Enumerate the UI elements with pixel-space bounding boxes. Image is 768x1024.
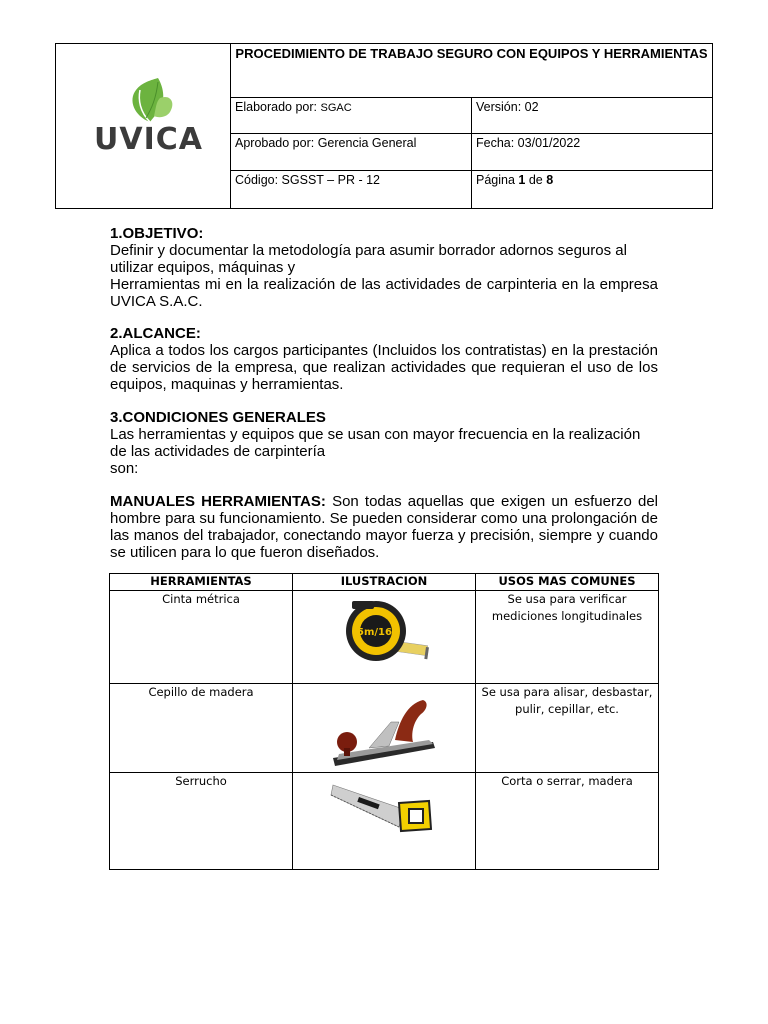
condiciones-line-2: de las actividades de carpintería: [110, 443, 326, 460]
tool-name: Serrucho: [110, 773, 293, 870]
pagina-of: de: [528, 172, 543, 187]
aprobado-cell: Aprobado por: Gerencia General: [231, 133, 472, 170]
header-usos: USOS MAS COMUNES: [476, 574, 659, 591]
elaborado-value: SGAC: [320, 101, 352, 114]
codigo-cell: Código: SGSST – PR - 12: [231, 170, 472, 208]
condiciones-line-1: Las herramientas y equipos que se usan con mayor frecuencia en la realización: [110, 426, 641, 443]
version-cell: Versión: 02: [472, 97, 713, 133]
table-row: [110, 684, 659, 773]
tool-use: Se usa para alisar, desbastar, pulir, cepillar, etc.: [476, 684, 659, 773]
manuales-text: Son todas aquellas que exigen un esfuerzo del hombre para su funcionamiento. Se pueden considerar como una prolongación de las manos del trabajador, conectando mayor fuerza y precisión, siempre y cuando se utilicen para lo que fueron diseñados.: [110, 493, 658, 561]
table-header-row: [110, 574, 659, 591]
logo-text: UVICA: [94, 122, 203, 157]
tape-measure-icon: [334, 595, 434, 675]
pagina-number: 1: [518, 172, 526, 187]
header-ilustracion: ILUSTRACION: [293, 574, 476, 591]
tool-name: Cepillo de madera: [110, 684, 293, 773]
fecha-cell: Fecha: 03/01/2022: [472, 133, 713, 170]
manuales-label: MANUALES HERRAMIENTAS:: [110, 493, 326, 510]
objetivo-line-2: utilizar equipos, máquinas y: [110, 259, 296, 276]
document-title: PROCEDIMIENTO DE TRABAJO SEGURO CON EQUIPOS Y HERRAMIENTAS: [231, 44, 713, 98]
alcance-text: Aplica a todos los cargos participantes (Incluidos los contratistas) en la prestación de servicios de la empresa, que realizan actividades que requieran el uso de los equipos, maquinas y herramientas.: [110, 342, 658, 393]
tools-table: [109, 573, 659, 870]
table-row: [110, 591, 659, 684]
condiciones-line-3: son:: [110, 460, 139, 477]
tool-use: Corta o serrar, madera: [476, 773, 659, 870]
tool-use: Se usa para verificar mediciones longitudinales: [476, 591, 659, 684]
elaborado-label: Elaborado por:: [235, 99, 318, 114]
section-manuales: [110, 493, 658, 561]
tool-illustration: [293, 773, 476, 870]
tool-illustration: [293, 684, 476, 773]
tool-name: Cinta métrica: [110, 591, 293, 684]
table-row: [110, 773, 659, 870]
alcance-heading: 2.ALCANCE:: [110, 325, 201, 342]
header-herramientas: HERRAMIENTAS: [110, 574, 293, 591]
company-logo: [56, 44, 231, 209]
pagina-total: 8: [546, 172, 554, 187]
objetivo-heading: 1.OBJETIVO:: [110, 225, 204, 242]
wood-plane-icon: [329, 692, 439, 772]
pagina-cell: [472, 170, 713, 208]
pagina-label: Página: [476, 172, 515, 187]
leaf-icon: [94, 78, 204, 126]
objetivo-line-3: Herramientas mi en la realización de las actividades de carpinteria en la empresa UVICA S.A.C.: [110, 276, 658, 310]
section-objetivo: [110, 225, 658, 310]
section-condiciones: [110, 409, 658, 477]
tape-label: 5m/16': [356, 627, 396, 638]
section-alcance: [110, 325, 658, 393]
condiciones-heading: 3.CONDICIONES GENERALES: [110, 409, 326, 426]
document-header: [55, 43, 713, 209]
elaborado-cell: [231, 97, 472, 133]
tool-illustration: [293, 591, 476, 684]
objetivo-line-1: Definir y documentar la metodología para asumir borrador adornos seguros al: [110, 242, 627, 259]
handsaw-icon: [329, 777, 439, 847]
